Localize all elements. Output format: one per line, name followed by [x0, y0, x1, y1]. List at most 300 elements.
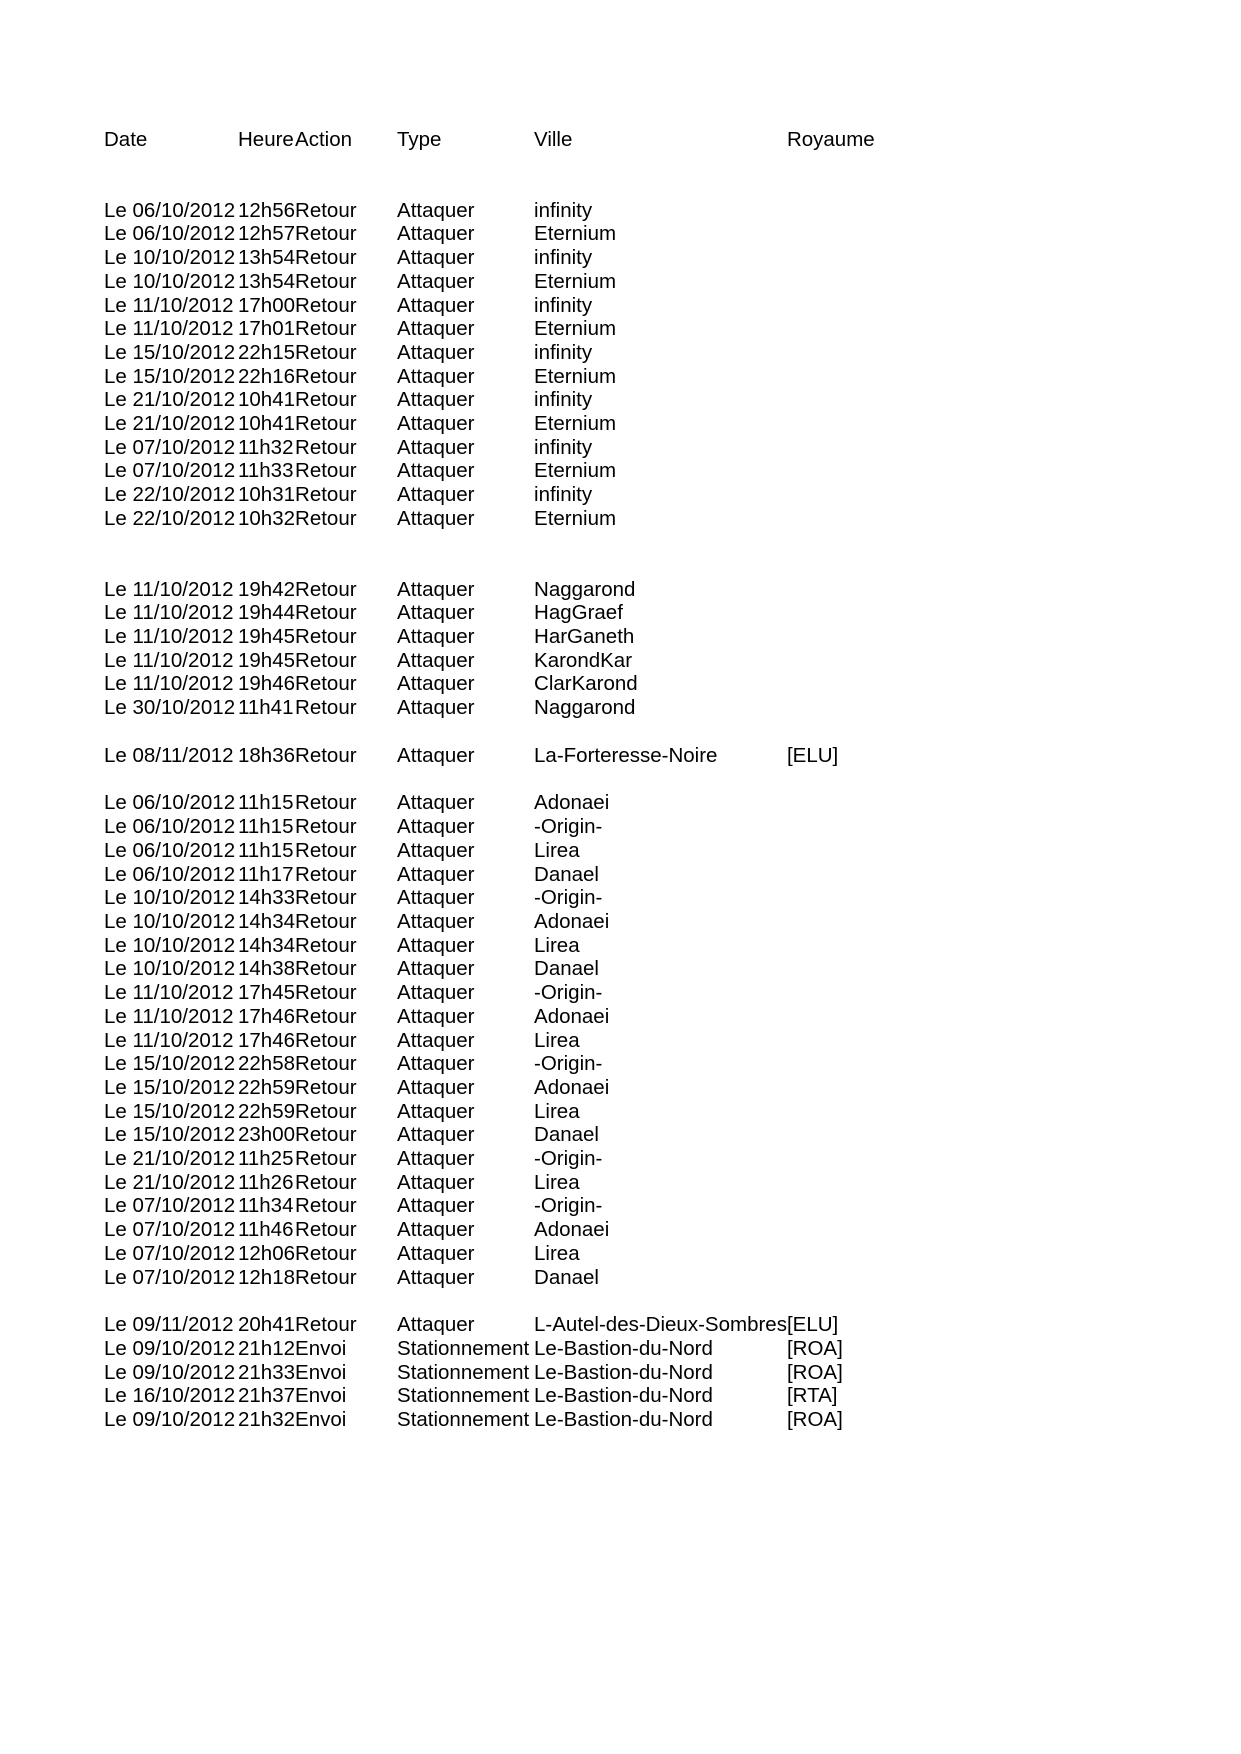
table-row — [104, 815, 967, 839]
table-row — [104, 1076, 967, 1100]
cell-type: Attaquer — [397, 435, 475, 459]
cell-heure: 11h32 — [238, 435, 294, 459]
cell-heure: 11h15 — [238, 838, 294, 862]
cell-royaume — [787, 1242, 967, 1266]
spacer-cell — [104, 1289, 967, 1313]
cell-type: Stationnement — [397, 1360, 530, 1384]
cell-royaume — [787, 934, 967, 958]
cell-type: Attaquer — [397, 815, 475, 839]
cell-date: Le 06/10/2012 — [104, 838, 236, 862]
cell-ville: infinity — [534, 198, 593, 222]
cell-royaume — [787, 1029, 967, 1053]
cell-type: Attaquer — [397, 1028, 475, 1052]
cell-type: Attaquer — [397, 1194, 475, 1218]
table-row — [104, 791, 967, 815]
cell-date: Le 11/10/2012 — [104, 624, 234, 648]
cell-royaume — [787, 672, 967, 696]
cell-date: Le 15/10/2012 — [104, 1123, 236, 1147]
cell-date: Le 07/10/2012 — [104, 1194, 236, 1218]
cell-heure: 13h54 — [238, 269, 296, 293]
cell-ville: Eternium — [534, 412, 617, 436]
cell-heure: 21h37 — [238, 1384, 296, 1408]
table-header-row — [104, 128, 967, 152]
cell-heure: 14h38 — [238, 957, 296, 981]
cell-action: Retour — [295, 1099, 357, 1123]
cell-heure: 22h59 — [238, 1075, 296, 1099]
cell-action: Retour — [295, 696, 357, 720]
spacer-cell — [104, 152, 967, 199]
cell-date: Le 15/10/2012 — [104, 1075, 236, 1099]
cell-heure: 13h54 — [238, 246, 296, 270]
cell-heure: 12h18 — [238, 1265, 296, 1289]
cell-royaume — [787, 886, 967, 910]
cell-ville: Lirea — [534, 1241, 580, 1265]
spacer-cell — [104, 767, 967, 791]
cell-type: Attaquer — [397, 198, 475, 222]
cell-action: Retour — [295, 886, 357, 910]
cell-ville: La-Forteresse-Noire — [534, 743, 718, 767]
cell-ville: Danael — [534, 1265, 599, 1289]
cell-action: Retour — [295, 222, 357, 246]
cell-action: Retour — [295, 340, 357, 364]
cell-action: Retour — [295, 269, 357, 293]
table-row — [104, 863, 967, 887]
cell-action: Retour — [295, 815, 357, 839]
cell-type: Attaquer — [397, 933, 475, 957]
cell-type: Attaquer — [397, 1218, 475, 1242]
cell-ville: Naggarond — [534, 696, 636, 720]
cell-type: Attaquer — [397, 388, 475, 412]
cell-ville: -Origin- — [534, 815, 603, 839]
cell-action: Retour — [295, 933, 357, 957]
cell-action: Retour — [295, 1028, 357, 1052]
cell-royaume: [ELU] — [786, 743, 839, 767]
cell-date: Le 07/10/2012 — [104, 459, 236, 483]
cell-royaume — [787, 839, 967, 863]
cell-ville: -Origin- — [534, 1052, 603, 1076]
table-row — [104, 294, 967, 318]
cell-royaume — [787, 625, 967, 649]
table-row — [104, 578, 967, 602]
cell-type: Attaquer — [397, 981, 475, 1005]
cell-date: Le 16/10/2012 — [104, 1384, 236, 1408]
table-row — [104, 388, 967, 412]
cell-date: Le 09/10/2012 — [104, 1360, 236, 1384]
cell-date: Le 11/10/2012 — [104, 577, 234, 601]
cell-ville: Le-Bastion-du-Nord — [534, 1384, 713, 1408]
cell-type: Attaquer — [397, 364, 475, 388]
cell-royaume — [787, 388, 967, 412]
cell-action: Retour — [295, 1313, 357, 1337]
cell-action: Retour — [295, 1075, 357, 1099]
cell-ville: KarondKar — [534, 648, 633, 672]
table-row — [104, 1029, 967, 1053]
cell-type: Attaquer — [397, 1170, 475, 1194]
cell-heure: 11h17 — [238, 862, 294, 886]
cell-date: Le 10/10/2012 — [104, 269, 236, 293]
cell-ville: Eternium — [534, 364, 617, 388]
cell-ville: Eternium — [534, 269, 617, 293]
table-row — [104, 1005, 967, 1029]
table-row — [104, 1361, 967, 1385]
cell-type: Attaquer — [397, 293, 475, 317]
table-row — [104, 649, 967, 673]
cell-date: Le 07/10/2012 — [104, 435, 236, 459]
cell-date: Le 15/10/2012 — [104, 364, 236, 388]
cell-date: Le 06/10/2012 — [104, 862, 236, 886]
cell-royaume — [787, 1266, 967, 1290]
cell-action: Retour — [295, 459, 357, 483]
cell-type: Attaquer — [397, 412, 475, 436]
block-gap-1 — [104, 531, 967, 578]
cell-date: Le 30/10/2012 — [104, 696, 236, 720]
cell-heure: 19h44 — [238, 601, 296, 625]
table-row — [104, 199, 967, 223]
cell-royaume — [787, 578, 967, 602]
cell-ville: infinity — [534, 435, 593, 459]
cell-heure: 21h32 — [238, 1408, 296, 1432]
cell-date: Le 07/10/2012 — [104, 1218, 236, 1242]
cell-action: Retour — [295, 1241, 357, 1265]
cell-royaume — [787, 1052, 967, 1076]
cell-ville: -Origin- — [534, 886, 603, 910]
cell-action: Retour — [295, 648, 357, 672]
cell-heure: 11h46 — [238, 1218, 294, 1242]
cell-type: Attaquer — [397, 862, 475, 886]
cell-heure: 23h00 — [238, 1123, 296, 1147]
cell-date: Le 11/10/2012 — [104, 1004, 234, 1028]
cell-ville: Lirea — [534, 933, 580, 957]
cell-heure: 10h31 — [238, 483, 296, 507]
spacer-cell — [104, 531, 967, 578]
cell-ville: infinity — [534, 340, 593, 364]
table-row — [104, 459, 967, 483]
cell-date: Le 10/10/2012 — [104, 886, 236, 910]
cell-heure: 14h34 — [238, 933, 296, 957]
cell-date: Le 22/10/2012 — [104, 483, 236, 507]
cell-heure: 11h15 — [238, 791, 294, 815]
cell-ville: -Origin- — [534, 1194, 603, 1218]
cell-date: Le 10/10/2012 — [104, 957, 236, 981]
cell-royaume — [787, 1076, 967, 1100]
table-row — [104, 1266, 967, 1290]
table-row — [104, 1218, 967, 1242]
table-row — [104, 696, 967, 720]
cell-type: Attaquer — [397, 222, 475, 246]
column-header-action: Action — [295, 128, 352, 151]
cell-action: Retour — [295, 1147, 357, 1171]
cell-date: Le 15/10/2012 — [104, 340, 236, 364]
cell-ville: -Origin- — [534, 981, 603, 1005]
cell-heure: 11h33 — [238, 459, 294, 483]
cell-action: Retour — [295, 957, 357, 981]
table-row — [104, 1384, 967, 1408]
cell-date: Le 07/10/2012 — [104, 1241, 236, 1265]
cell-type: Attaquer — [397, 1147, 475, 1171]
cell-type: Attaquer — [397, 648, 475, 672]
cell-heure: 20h41 — [238, 1313, 296, 1337]
header-gap — [104, 152, 967, 199]
cell-ville: Lirea — [534, 838, 580, 862]
cell-heure: 22h16 — [238, 364, 296, 388]
cell-heure: 19h42 — [238, 577, 296, 601]
cell-action: Retour — [295, 577, 357, 601]
cell-action: Retour — [295, 624, 357, 648]
column-header-type: Type — [397, 128, 442, 151]
log-sheet — [104, 128, 1064, 1432]
cell-royaume — [787, 459, 967, 483]
cell-heure: 17h01 — [238, 317, 296, 341]
cell-heure: 17h46 — [238, 1004, 296, 1028]
table-row — [104, 246, 967, 270]
table-row — [104, 1052, 967, 1076]
cell-type: Attaquer — [397, 1099, 475, 1123]
cell-ville: Adonaei — [534, 1218, 610, 1242]
table-row — [104, 222, 967, 246]
cell-royaume — [787, 483, 967, 507]
cell-ville: Eternium — [534, 317, 617, 341]
cell-heure: 19h45 — [238, 624, 296, 648]
cell-heure: 12h57 — [238, 222, 296, 246]
cell-type: Attaquer — [397, 1004, 475, 1028]
cell-action: Retour — [295, 743, 357, 767]
cell-date: Le 15/10/2012 — [104, 1052, 236, 1076]
cell-heure: 10h32 — [238, 506, 296, 530]
cell-heure: 19h46 — [238, 672, 296, 696]
cell-heure: 18h36 — [238, 743, 296, 767]
cell-type: Attaquer — [397, 957, 475, 981]
cell-ville: Adonaei — [534, 791, 610, 815]
cell-heure: 17h00 — [238, 293, 296, 317]
table-row — [104, 601, 967, 625]
cell-royaume: [ROA] — [786, 1336, 843, 1360]
table-row — [104, 1171, 967, 1195]
cell-date: Le 10/10/2012 — [104, 246, 236, 270]
cell-royaume — [787, 1147, 967, 1171]
table-row — [104, 839, 967, 863]
cell-royaume — [787, 910, 967, 934]
cell-action: Retour — [295, 506, 357, 530]
cell-royaume — [787, 365, 967, 389]
cell-ville: Lirea — [534, 1170, 580, 1194]
cell-date: Le 11/10/2012 — [104, 672, 234, 696]
cell-type: Attaquer — [397, 1075, 475, 1099]
table-row — [104, 957, 967, 981]
movements-log-table — [104, 128, 967, 1432]
table-row — [104, 365, 967, 389]
cell-date: Le 22/10/2012 — [104, 506, 236, 530]
cell-ville: Eternium — [534, 459, 617, 483]
table-row — [104, 1242, 967, 1266]
cell-type: Attaquer — [397, 1313, 475, 1337]
table-row — [104, 886, 967, 910]
cell-type: Attaquer — [397, 909, 475, 933]
cell-date: Le 06/10/2012 — [104, 791, 236, 815]
table-row — [104, 1123, 967, 1147]
cell-royaume — [787, 507, 967, 531]
cell-type: Attaquer — [397, 696, 475, 720]
cell-heure: 11h25 — [238, 1147, 294, 1171]
cell-date: Le 21/10/2012 — [104, 1147, 236, 1171]
cell-ville: Danael — [534, 862, 599, 886]
cell-royaume — [787, 1171, 967, 1195]
cell-heure: 21h33 — [238, 1360, 296, 1384]
cell-type: Attaquer — [397, 1241, 475, 1265]
cell-type: Attaquer — [397, 459, 475, 483]
cell-type: Attaquer — [397, 624, 475, 648]
table-row — [104, 341, 967, 365]
cell-type: Attaquer — [397, 340, 475, 364]
cell-action: Retour — [295, 981, 357, 1005]
cell-ville: infinity — [534, 483, 593, 507]
cell-heure: 12h06 — [238, 1241, 296, 1265]
cell-royaume — [787, 412, 967, 436]
cell-type: Attaquer — [397, 483, 475, 507]
cell-type: Stationnement — [397, 1408, 530, 1432]
column-header-ville: Ville — [534, 128, 573, 151]
cell-royaume: [ROA] — [786, 1360, 843, 1384]
table-row — [104, 507, 967, 531]
cell-royaume — [787, 1194, 967, 1218]
cell-heure: 12h56 — [238, 198, 296, 222]
table-row — [104, 317, 967, 341]
table-row — [104, 1313, 967, 1337]
table-row — [104, 1194, 967, 1218]
table-row — [104, 934, 967, 958]
cell-action: Retour — [295, 435, 357, 459]
cell-ville: ClarKarond — [534, 672, 638, 696]
column-header-heure: Heure — [238, 128, 294, 151]
table-row — [104, 436, 967, 460]
cell-ville: Lirea — [534, 1028, 580, 1052]
cell-royaume — [787, 317, 967, 341]
table-row — [104, 1408, 967, 1432]
cell-type: Attaquer — [397, 506, 475, 530]
cell-royaume — [787, 601, 967, 625]
cell-royaume: [RTA] — [786, 1384, 838, 1408]
cell-date: Le 06/10/2012 — [104, 815, 236, 839]
cell-type: Attaquer — [397, 886, 475, 910]
cell-ville: Naggarond — [534, 577, 636, 601]
cell-royaume — [787, 270, 967, 294]
block-gap-4 — [104, 1289, 967, 1313]
cell-action: Retour — [295, 246, 357, 270]
table-row — [104, 270, 967, 294]
cell-action: Retour — [295, 1004, 357, 1028]
cell-heure: 14h33 — [238, 886, 296, 910]
cell-date: Le 11/10/2012 — [104, 601, 234, 625]
cell-action: Retour — [295, 198, 357, 222]
cell-heure: 14h34 — [238, 909, 296, 933]
cell-action: Retour — [295, 1123, 357, 1147]
cell-type: Attaquer — [397, 1052, 475, 1076]
cell-action: Retour — [295, 317, 357, 341]
cell-heure: 10h41 — [238, 388, 296, 412]
cell-royaume — [787, 222, 967, 246]
cell-royaume — [787, 981, 967, 1005]
block-gap-3 — [104, 767, 967, 791]
cell-date: Le 09/10/2012 — [104, 1336, 236, 1360]
cell-royaume: [ROA] — [786, 1408, 843, 1432]
cell-ville: infinity — [534, 246, 593, 270]
table-row — [104, 1100, 967, 1124]
block-gap-2 — [104, 720, 967, 744]
cell-date: Le 11/10/2012 — [104, 1028, 234, 1052]
cell-royaume — [787, 696, 967, 720]
cell-date: Le 07/10/2012 — [104, 1265, 236, 1289]
cell-action: Retour — [295, 364, 357, 388]
cell-type: Attaquer — [397, 269, 475, 293]
cell-action: Envoi — [295, 1336, 347, 1360]
cell-heure: 11h41 — [238, 696, 294, 720]
cell-heure: 17h46 — [238, 1028, 296, 1052]
cell-action: Retour — [295, 483, 357, 507]
cell-ville: Danael — [534, 1123, 599, 1147]
cell-type: Attaquer — [397, 317, 475, 341]
cell-heure: 11h34 — [238, 1194, 294, 1218]
cell-action: Retour — [295, 672, 357, 696]
cell-date: Le 06/10/2012 — [104, 198, 236, 222]
cell-action: Retour — [295, 412, 357, 436]
cell-ville: Adonaei — [534, 1075, 610, 1099]
cell-ville: Le-Bastion-du-Nord — [534, 1336, 713, 1360]
cell-ville: Lirea — [534, 1099, 580, 1123]
cell-date: Le 06/10/2012 — [104, 222, 236, 246]
cell-action: Retour — [295, 1052, 357, 1076]
cell-heure: 22h15 — [238, 340, 296, 364]
table-row — [104, 744, 967, 768]
cell-ville: infinity — [534, 388, 593, 412]
table-row — [104, 1147, 967, 1171]
cell-royaume — [787, 649, 967, 673]
cell-royaume — [787, 246, 967, 270]
cell-royaume — [787, 436, 967, 460]
cell-royaume — [787, 1005, 967, 1029]
cell-heure: 10h41 — [238, 412, 296, 436]
cell-date: Le 21/10/2012 — [104, 412, 236, 436]
cell-type: Attaquer — [397, 672, 475, 696]
cell-type: Attaquer — [397, 601, 475, 625]
cell-date: Le 11/10/2012 — [104, 317, 234, 341]
cell-action: Retour — [295, 1170, 357, 1194]
cell-royaume — [787, 863, 967, 887]
table-row — [104, 625, 967, 649]
table-row — [104, 910, 967, 934]
cell-type: Attaquer — [397, 743, 475, 767]
cell-heure: 11h26 — [238, 1170, 294, 1194]
cell-date: Le 21/10/2012 — [104, 1170, 236, 1194]
cell-type: Stationnement — [397, 1336, 530, 1360]
cell-date: Le 11/10/2012 — [104, 981, 234, 1005]
cell-type: Attaquer — [397, 1265, 475, 1289]
cell-ville: infinity — [534, 293, 593, 317]
table-row — [104, 981, 967, 1005]
column-header-date: Date — [104, 128, 148, 151]
cell-action: Retour — [295, 601, 357, 625]
cell-action: Retour — [295, 838, 357, 862]
cell-ville: Adonaei — [534, 909, 610, 933]
table-row — [104, 672, 967, 696]
cell-ville: Le-Bastion-du-Nord — [534, 1408, 713, 1432]
cell-action: Retour — [295, 1265, 357, 1289]
cell-royaume — [787, 791, 967, 815]
cell-royaume: [ELU] — [786, 1313, 839, 1337]
cell-date: Le 11/10/2012 — [104, 648, 234, 672]
cell-action: Retour — [295, 1194, 357, 1218]
cell-date: Le 15/10/2012 — [104, 1099, 236, 1123]
cell-royaume — [787, 1123, 967, 1147]
cell-ville: Le-Bastion-du-Nord — [534, 1360, 713, 1384]
